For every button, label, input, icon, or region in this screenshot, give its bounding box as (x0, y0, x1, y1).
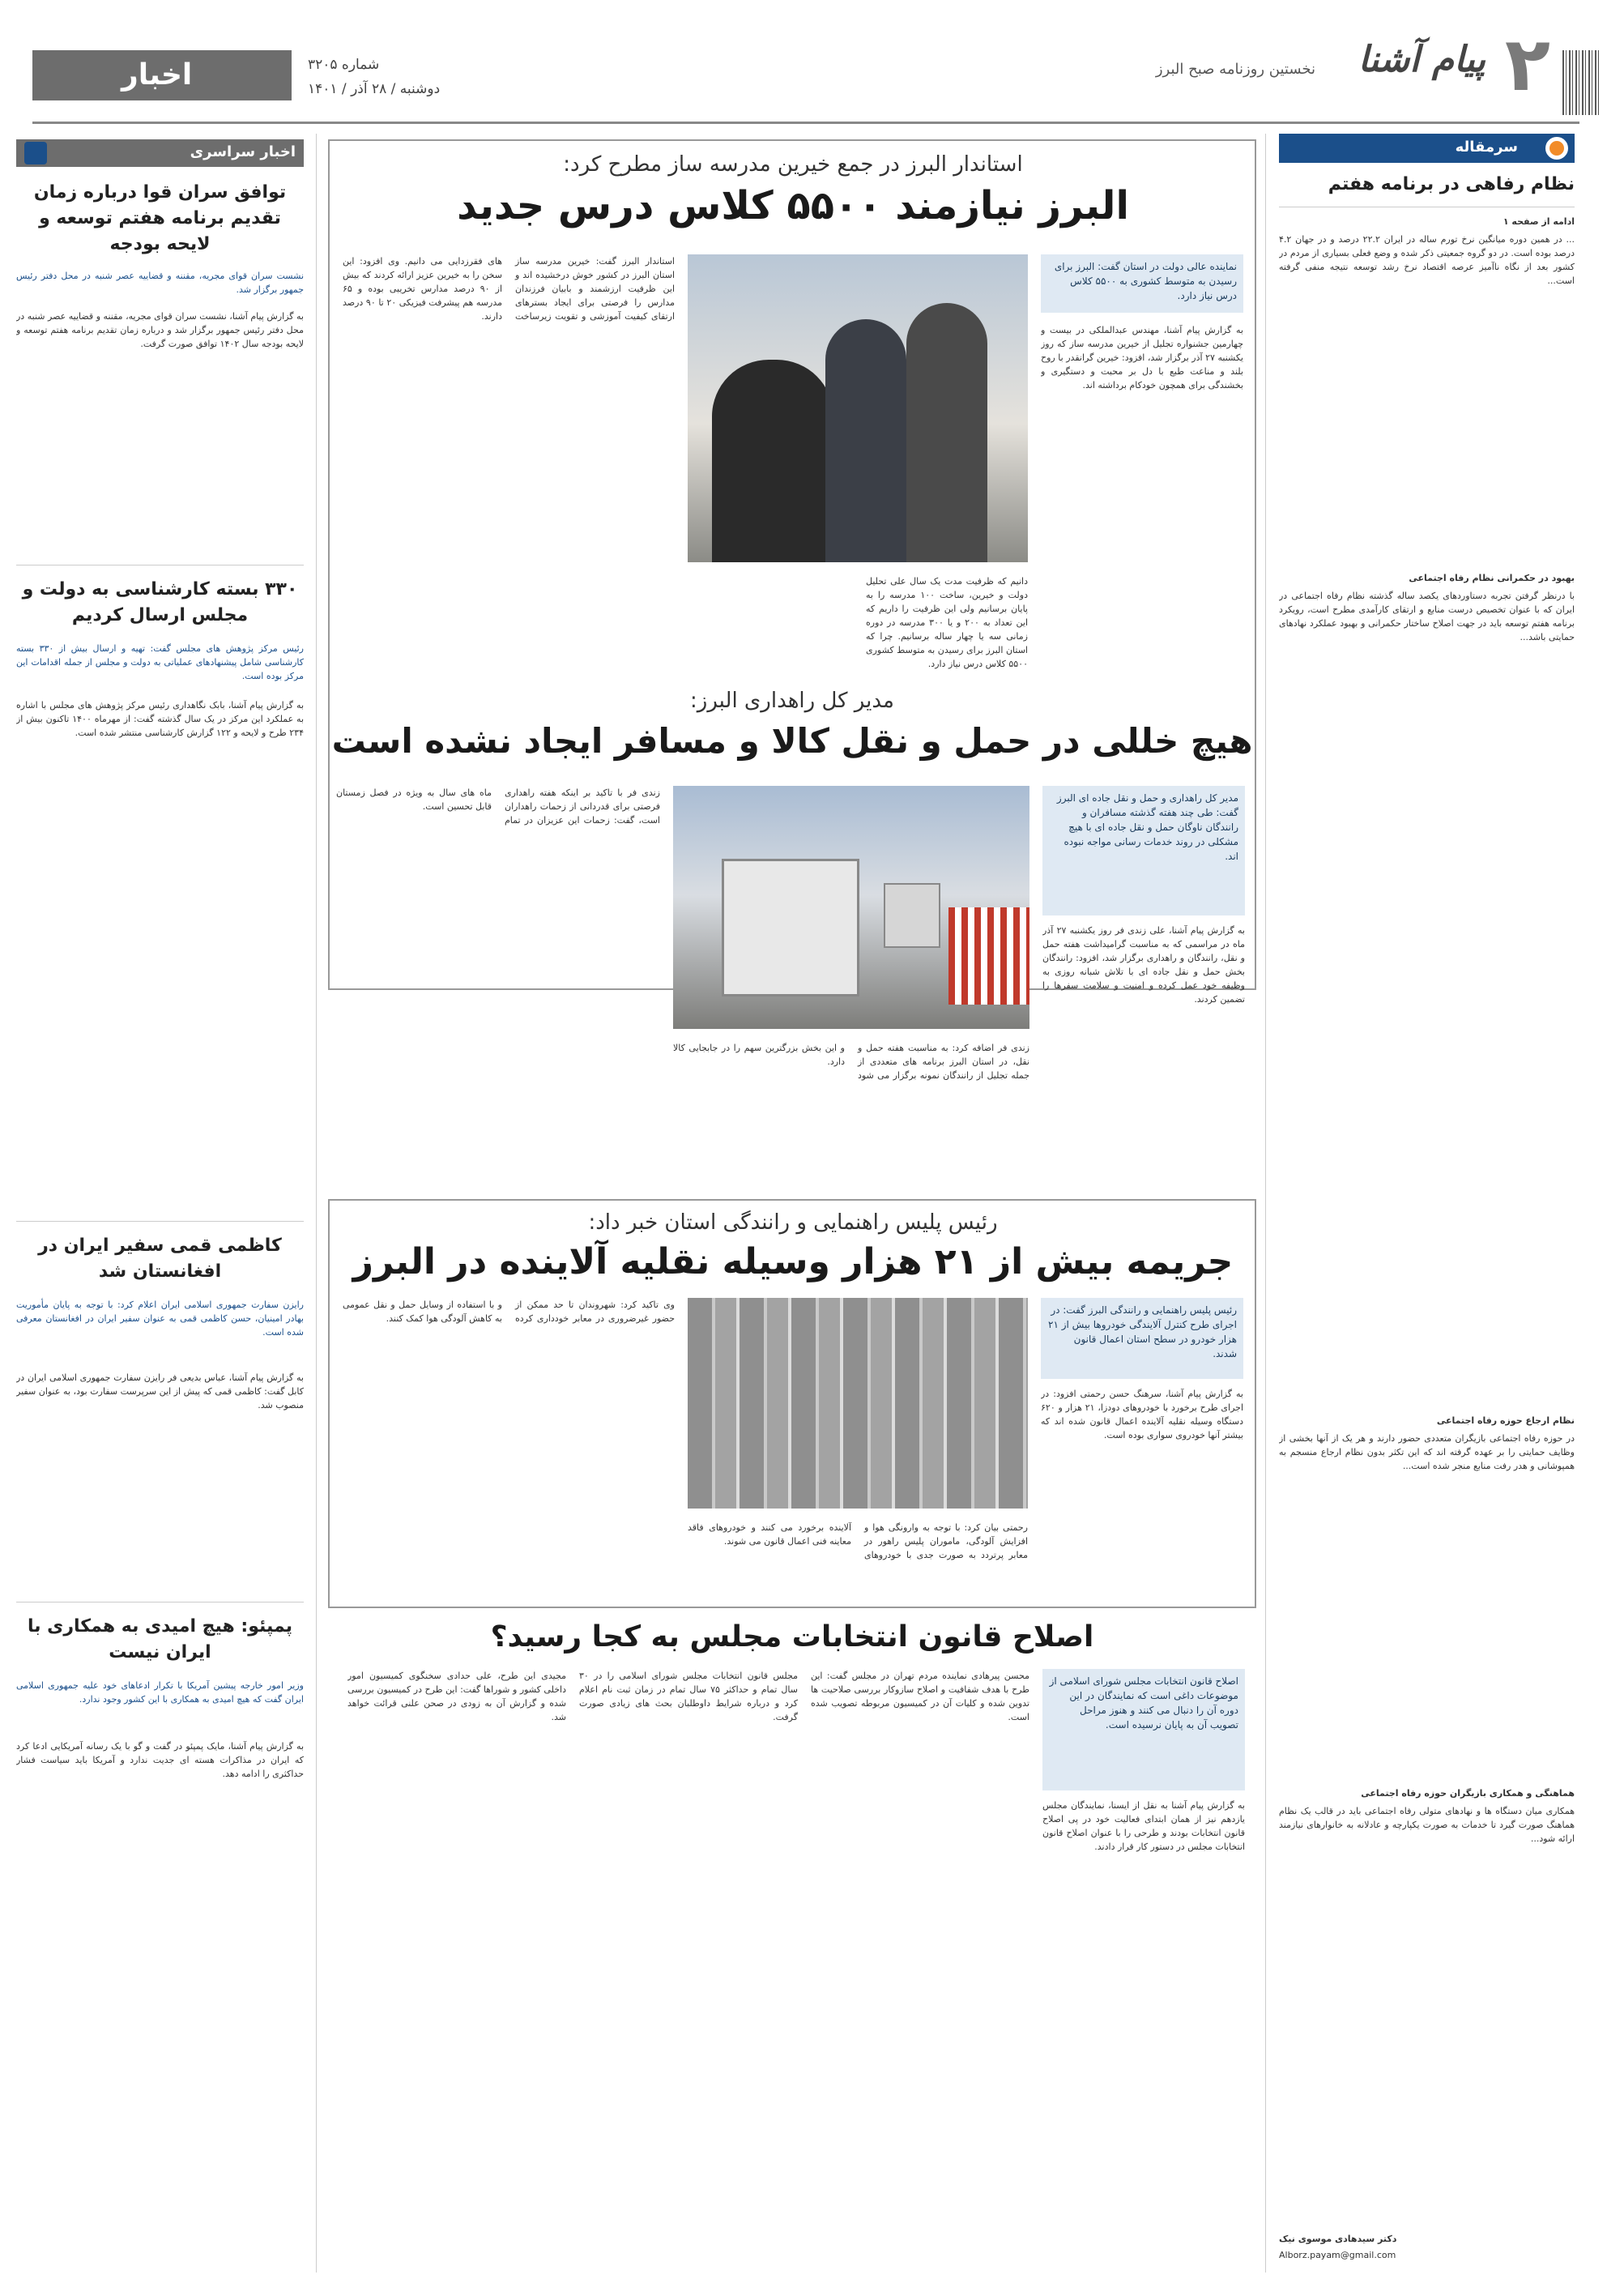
article-1-col-2: دانیم که ظرفیت مدت یک سال علی تحلیل دولت و خیرین، ساخت ۱۰۰ مدرسه را به پایان برسانیم ولی این ظرفیت را داریم که این تعداد به ۲۰۰ و یا ۳۰۰ مدرسه در دوره زمانی سه یا چهار ساله برسانیم. چرا که استان البرز برای رسیدن به متوسط کشوری ۵۵۰۰ کلاس درس نیاز دارد. (866, 576, 1028, 669)
sidebar-item-3-body: به گزارش پیام آشنا، عباس بدیعی فر رایزن سفارت جمهوری اسلامی ایران در کابل گفت: کاظمی قمی که پیش از این سرپرست سفارت بود، به عنوان سفیر منصوب شد. (16, 1372, 304, 1410)
sidebar-divider (316, 134, 317, 2273)
photo-person-1 (712, 360, 833, 562)
editorial-divider (1265, 134, 1266, 2273)
issue-number: شماره ۳۲۰۵ (308, 57, 380, 73)
article-1-photo (688, 254, 1028, 562)
editorial-label-bar (1279, 134, 1575, 163)
sidebar-item-4-lead: وزیر امور خارجه پیشین آمریکا با تکرار ادعاهای خود علیه جمهوری اسلامی ایران گفت که هیچ امیدی به همکاری با این کشور وجود ندارد. (16, 1680, 304, 1705)
paper-tagline: نخستین روزنامه صبح البرز (1155, 61, 1315, 78)
article-3-kicker: رئیس پلیس راهنمایی و رانندگی استان خبر داد: (588, 1210, 998, 1235)
page-number: ۲ (1504, 21, 1550, 108)
sidebar-sep-3 (16, 1602, 304, 1603)
editorial-h4: هماهنگی و همکاری بازیگران حوزه رفاه اجتماعی (1361, 1788, 1575, 1799)
sidebar-item-2-title: ۳۳۰ بسته کارشناسی به دولت و مجلس ارسال کردیم (22, 579, 298, 625)
sidebar (16, 139, 304, 2278)
article-2-photo (673, 786, 1029, 1029)
sidebar-item-4-body: به گزارش پیام آشنا، مایک پمپئو در گفت و گو با یک رسانه آمریکایی ادعا کرد که ایران در مذاکرات هسته ای جدیت ندارد و آمریکا باید سیاست فشار حداکثری را ادامه دهد. (16, 1741, 304, 1779)
article-4-col-2: محسن پیرهادی نماینده مردم تهران در مجلس گفت: این طرح با هدف شفافیت و اصلاح سازوکار بررسی صلاحیت ها تدوین شده و کلیات آن در کمیسیون مربوطه تصویب شده است. (811, 1671, 1029, 1722)
article-4-lead: اصلاح قانون انتخابات مجلس شورای اسلامی از موضوعات داغی است که نمایندگان در این دوره آن را دنبال می کنند و هنوز مراحل تصویب آن به پایان نرسیده است. (1042, 1669, 1245, 1790)
photo-person-2 (825, 319, 906, 562)
editorial-p4: همکاری میان دستگاه ها و نهادهای متولی رفاه اجتماعی باید در قالب یک نظام هماهنگ صورت گیرد تا خدمات به صورت یکپارچه و عادلانه به خانوارهای نیازمند ارائه شود... (1279, 1806, 1575, 1844)
sidebar-item-1-title: توافق سران قوا درباره زمان تقدیم برنامه هفتم توسعه و لایحه بودجه (33, 182, 287, 254)
sidebar-item-4-title: پمپئو: هیچ امیدی به همکاری با ایران نیست (28, 1616, 292, 1662)
article-1-lead: نماینده عالی دولت در استان گفت: البرز برای رسیدن به متوسط کشوری به ۵۵۰۰ کلاس درس نیاز دارد. (1041, 254, 1243, 313)
editorial-column (1279, 134, 1575, 2273)
article-4-col-4: مجیدی این طرح، علی حدادی سخنگوی کمیسیون امور داخلی کشور و شوراها گفت: این طرح در کمیسیون بررسی شده و گزارش آن به زودی در صحن علنی قرائت خواهد شد. (347, 1671, 566, 1722)
article-4-col-3: مجلس قانون انتخابات مجلس شورای اسلامی را در ۳۰ سال تمام و حداکثر ۷۵ سال تمام در زمان ثبت نام اعلام کرد و درباره شرایط داوطلبان بحث های زیادی صورت گرفت. (579, 1671, 798, 1722)
article-2-kicker: مدیر کل راهداری البرز: (690, 689, 894, 713)
sidebar-sep-2 (16, 1221, 304, 1222)
article-3-col-3: وی تاکید کرد: شهروندان تا حد ممکن از حضور غیرضروری در معابر خودداری کرده و با استفاده از وسایل حمل و نقل عمومی به کاهش آلودگی هوا کمک کنند. (343, 1300, 675, 1324)
photo-person-3 (906, 303, 987, 562)
article-2-headline: هیچ خللی در حمل و نقل کالا و مسافر ایجاد نشده است (331, 721, 1253, 761)
masthead (0, 0, 1607, 122)
paper-logo: پیام آشنا (1358, 39, 1486, 80)
article-2-col-3: زندی فر با تاکید بر اینکه هفته راهداری فرصتی برای قدردانی از زحمات راهداران است، گفت: زحمات این عزیزان در تمام ماه های سال به ویژه در فصل زمستان قابل تحسین است. (336, 787, 660, 826)
news-icon (24, 142, 47, 164)
article-4-col-1: به گزارش پیام آشنا به نقل از ایسنا، نمایندگان مجلس یازدهم نیز از همان ابتدای فعالیت خود در پی اصلاح قانون انتخابات بودند و طرحی را با عنوان اصلاح قانون انتخابات مجلس در دستور کار قرار دادند. (1042, 1800, 1245, 1852)
truck-2 (884, 883, 940, 948)
article-2 (328, 689, 1256, 1199)
editorial-p2: با درنظر گرفتن تجربه دستاوردهای یکصد ساله گذشته نظام رفاه اجتماعی در ایران که با عنوان تخصیص درست منابع و ارتقای کارآمدی مطرح است، رویکرد برنامه هفتم توسعه باید در جهت اصلاح ساختار حکمرانی و بهبود عملکرد نهادهای حمایتی باشد... (1279, 591, 1575, 642)
sidebar-item-1-body: به گزارش پیام آشنا، نشست سران قوای مجریه، مقننه و قضاییه عصر شنبه در محل دفتر رئیس جمهور برگزار شد و درباره زمان تقدیم برنامه هفتم توسعه و لایحه بودجه سال ۱۴۰۲ توافق صورت گرفت. (16, 311, 304, 349)
sidebar-item-2-body: به گزارش پیام آشنا، بابک نگاهداری رئیس مرکز پژوهش های مجلس با اشاره به عملکرد این مرکز در یک سال گذشته گفت: از مهرماه ۱۴۰۰ تاکنون بیش از ۲۳۴ طرح و لایحه و ۱۲۲ گزارش کارشناسی منتشر شده است. (16, 700, 304, 738)
editorial-author: دکتر سیدهادی موسوی نیک (1279, 2234, 1397, 2244)
article-4 (328, 1620, 1256, 2277)
article-3-col-2: رحمتی بیان کرد: با توجه به وارونگی هوا و افزایش آلودگی، ماموران پلیس راهور در معابر پرتردد به صورت جدی با خودروهای آلاینده برخورد می کنند و خودروهای فاقد معاینه فنی اعمال قانون می شوند. (688, 1522, 1028, 1560)
editorial-title: نظام رفاهی در برنامه هفتم (1328, 174, 1575, 194)
editorial-h3: نظام ارجاع حوزه رفاه اجتماعی (1436, 1415, 1575, 1426)
article-2-lead: مدیر کل راهداری و حمل و نقل جاده ای البرز گفت: طی چند هفته گذشته مسافران و رانندگان ناوگان حمل و نقل جاده ای با هیچ مشکلی در روند خدمات رسانی مواجه نبوده اند. (1042, 786, 1245, 915)
article-1-col-3: استاندار البرز گفت: خیرین مدرسه ساز استان البرز در کشور خوش درخشیده اند و این ظرفیت ارزشمند و بابیان فرزندان مدارس را فرصتی برای ایجاد بسترهای ارتقای کیفیت آموزشی و تقویت زیرساخت های فقرزدایی می دانیم. وی افزود: این سخن را به خیرین عزیز ارائه کردند که بیش از ۹۰ درصد مدارس تخریبی بوده و ۶۵ مدرسه هم پیشرفت فیزیکی ۲۰ تا ۹۰ درصد دارند. (343, 256, 675, 322)
editorial-label: سرمقاله (1455, 139, 1518, 156)
issue-date: دوشنبه / ۲۸ آذر / ۱۴۰۱ (308, 81, 441, 97)
masthead-divider (32, 122, 1579, 124)
editorial-cont: ادامه از صفحه ۱ (1503, 216, 1575, 227)
section-title: اخبار (121, 58, 193, 92)
eye-icon (1545, 137, 1568, 160)
editorial-email[interactable]: Alborz.payam@gmail.com (1279, 2250, 1396, 2260)
article-3-lead: رئیس پلیس راهنمایی و رانندگی البرز گفت: در اجرای طرح کنترل آلایندگی خودروها بیش از ۲۱ هزار خودرو در سطح استان اعمال قانون شدند. (1041, 1298, 1243, 1379)
article-1-headline: البرز نیازمند ۵۵۰۰ کلاس درس جدید (457, 183, 1129, 228)
sidebar-item-1-lead: نشست سران قوای مجریه، مقننه و قضاییه عصر شنبه در محل دفتر رئیس جمهور برگزار شد. (16, 271, 304, 295)
editorial-p3: در حوزه رفاه اجتماعی بازیگران متعددی حضور دارند و هر یک از آنها بخشی از وظایف حمایتی را بر عهده گرفته اند که این تکثر بدون نظام ارجاع منسجم به همپوشانی و هدر رفت منابع منجر شده است... (1279, 1433, 1575, 1471)
article-3 (328, 1199, 1256, 1608)
sidebar-item-2-lead: رئیس مرکز پژوهش های مجلس گفت: تهیه و ارسال بیش از ۳۳۰ بسته کارشناسی شامل پیشنهادهای عملیاتی به دولت و مجلس از جمله اقدامات این مرکز بوده است. (16, 643, 304, 681)
article-4-headline: اصلاح قانون انتخابات مجلس به کجا رسید؟ (490, 1620, 1094, 1654)
article-3-headline: جریمه بیش از ۲۱ هزار وسیله نقلیه آلاینده در البرز (352, 1241, 1234, 1282)
article-2-col-2: زندی فر اضافه کرد: به مناسبت هفته حمل و نقل، در استان البرز برنامه های متعددی از جمله تجلیل از رانندگان نمونه برگزار می شود و این بخش بزرگترین سهم را در جابجایی کالا دارد. (673, 1043, 1029, 1081)
sidebar-label: اخبار سراسری (190, 143, 296, 160)
barcode (1562, 50, 1599, 115)
article-3-col-1: به گزارش پیام آشنا، سرهنگ حسن رحمتی افزود: در اجرای طرح برخورد با خودروهای دودزا، ۲۱ هزار و ۶۲۰ دستگاه وسیله نقلیه آلاینده اعمال قانون شده اند که بیشتر آنها خودروی سواری بوده است. (1041, 1389, 1243, 1440)
article-3-photo (688, 1298, 1028, 1509)
truck-1 (722, 859, 859, 996)
road-barrier (948, 907, 1029, 1005)
sidebar-item-3-lead: رایزن سفارت جمهوری اسلامی ایران اعلام کرد: با توجه به پایان مأموریت بهادر امینیان، حسن کاظمی قمی به عنوان سفیر ایران در افغانستان معرفی شده است. (16, 1300, 304, 1338)
editorial-h2: بهبود در حکمرانی نظام رفاه اجتماعی (1409, 573, 1575, 583)
editorial-p1: ... در همین دوره میانگین نرخ تورم ساله در ایران ۲۲.۲ درصد و در جهان ۴.۲ درصد بوده است. در دو گروه جمعیتی ذکر شده و وضع فعلی بسیاری از مردم در کشور بعد از نگاه ناآمیز عرصه اقتصاد نرخ رشد توسعه نتیجه منفی گرفته است... (1279, 234, 1575, 286)
sidebar-item-3-title: کاظمی قمی سفیر ایران در افغانستان شد (38, 1235, 282, 1282)
article-1-col-1: به گزارش پیام آشنا، مهندس عبدالملکی در بیست و چهارمین جشنواره تجلیل از خیرین مدرسه ساز که روز یکشنبه ۲۷ آذر برگزار شد، افزود: خیرین گرانقدر با روح بلند و مناعت طبع با دل بر محبت و دستگیری و بخشندگی برای همچون خودکام برداشته اند. (1041, 325, 1243, 390)
article-2-col-1: به گزارش پیام آشنا، علی زندی فر روز یکشنبه ۲۷ آذر ماه در مراسمی که به مناسبت گرامیداشت هفته حمل و نقل، رانندگان و راهداری برگزار شد، افزود: رانندگان بخش حمل و نقل جاده ای با تلاش شبانه روزی به وظیفه خود عمل کرده و امنیت و سلامت سفرها را تضمین کردند. (1042, 925, 1245, 1005)
article-1-kicker: استاندار البرز در جمع خیرین مدرسه ساز مطرح کرد: (563, 152, 1023, 177)
